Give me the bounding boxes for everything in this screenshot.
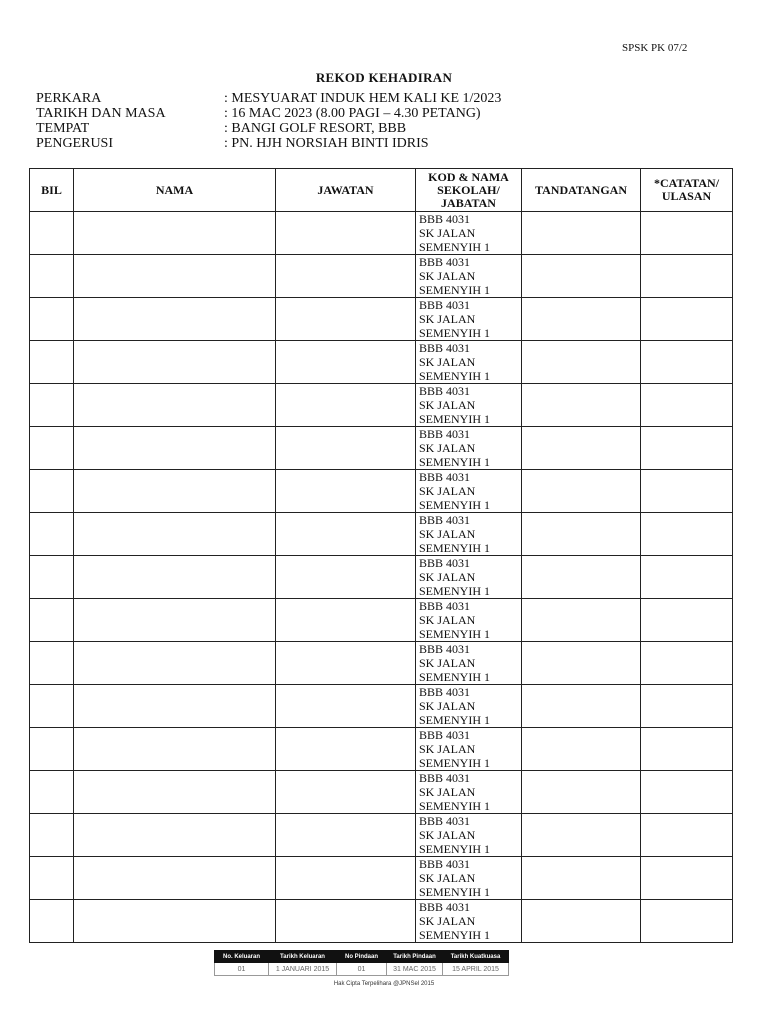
jawatan-cell (276, 599, 416, 642)
catatan-cell (641, 513, 733, 556)
catatan-cell (641, 599, 733, 642)
kod-line: SK JALAN (419, 613, 476, 627)
kod-line: BBB 4031 (419, 341, 471, 355)
nama-cell (74, 685, 276, 728)
meeting-details (36, 91, 501, 151)
jawatan-cell (276, 212, 416, 255)
copyright-notice: Hak Cipta Terpelihara @JPNSel 2015 (333, 981, 435, 987)
meta-label: PENGERUSI (36, 136, 114, 151)
kod-cell (416, 599, 522, 642)
jawatan-cell (276, 341, 416, 384)
nama-cell (74, 384, 276, 427)
jawatan-cell (276, 556, 416, 599)
nama-cell (74, 255, 276, 298)
bil-cell (30, 298, 74, 341)
jawatan-cell (276, 814, 416, 857)
kod-cell (416, 857, 522, 900)
kod-line: SK JALAN (419, 570, 476, 584)
bil-cell (30, 255, 74, 298)
header-kod-line: SEKOLAH/ (437, 182, 500, 197)
table-row (30, 556, 733, 599)
kod-cell (416, 470, 522, 513)
kod-line: BBB 4031 (419, 470, 471, 484)
header-catatan (641, 169, 733, 212)
kod-line: SEMENYIH 1 (419, 584, 490, 598)
meta-label: TARIKH DAN MASA (36, 106, 166, 121)
kod-line: SEMENYIH 1 (419, 326, 490, 340)
kod-cell (416, 255, 522, 298)
bil-cell (30, 642, 74, 685)
footer-header-row (215, 951, 509, 963)
footer-header: No Pindaan (337, 951, 387, 963)
footer-value: 1 JANUARI 2015 (269, 963, 337, 976)
kod-line: SEMENYIH 1 (419, 369, 490, 383)
kod-line: SK JALAN (419, 312, 476, 326)
nama-cell (74, 470, 276, 513)
catatan-cell (641, 900, 733, 943)
catatan-cell (641, 728, 733, 771)
kod-cell (416, 298, 522, 341)
kod-line: SK JALAN (419, 828, 476, 842)
kod-cell (416, 427, 522, 470)
kod-line: SEMENYIH 1 (419, 885, 490, 899)
catatan-cell (641, 685, 733, 728)
jawatan-cell (276, 298, 416, 341)
document-control-table (214, 950, 509, 976)
kod-line: SK JALAN (419, 656, 476, 670)
kod-line: SEMENYIH 1 (419, 240, 490, 254)
bil-cell (30, 513, 74, 556)
kod-line: SK JALAN (419, 398, 476, 412)
kod-line: BBB 4031 (419, 642, 471, 656)
table-row (30, 771, 733, 814)
tandatangan-cell (522, 513, 641, 556)
jawatan-cell (276, 642, 416, 685)
footer-value: 01 (215, 963, 269, 976)
tandatangan-cell (522, 556, 641, 599)
table-row (30, 642, 733, 685)
header-nama: NAMA (74, 169, 276, 212)
kod-line: SK JALAN (419, 441, 476, 455)
header-kod-line: KOD & NAMA (428, 169, 509, 184)
table-row (30, 814, 733, 857)
nama-cell (74, 298, 276, 341)
kod-cell (416, 814, 522, 857)
nama-cell (74, 771, 276, 814)
kod-line: SK JALAN (419, 742, 476, 756)
kod-line: SEMENYIH 1 (419, 498, 490, 512)
jawatan-cell (276, 470, 416, 513)
table-row (30, 255, 733, 298)
bil-cell (30, 470, 74, 513)
tandatangan-cell (522, 599, 641, 642)
meta-value: : 16 MAC 2023 (8.00 PAGI – 4.30 PETANG) (224, 106, 481, 121)
kod-line: SEMENYIH 1 (419, 283, 490, 297)
meta-value: : BANGI GOLF RESORT, BBB (224, 121, 407, 136)
kod-line: SK JALAN (419, 871, 476, 885)
kod-line: BBB 4031 (419, 900, 471, 914)
kod-line: BBB 4031 (419, 513, 471, 527)
kod-line: SEMENYIH 1 (419, 928, 490, 942)
kod-line: BBB 4031 (419, 599, 471, 613)
bil-cell (30, 857, 74, 900)
header-catatan-line: ULASAN (661, 189, 712, 203)
nama-cell (74, 857, 276, 900)
nama-cell (74, 341, 276, 384)
page-title: REKOD KEHADIRAN (315, 70, 453, 85)
attendance-rows (30, 212, 733, 943)
bil-cell (30, 384, 74, 427)
nama-cell (74, 513, 276, 556)
meta-label: TEMPAT (36, 121, 90, 136)
table-row (30, 685, 733, 728)
kod-line: SK JALAN (419, 355, 476, 369)
kod-cell (416, 771, 522, 814)
jawatan-cell (276, 255, 416, 298)
kod-cell (416, 384, 522, 427)
kod-line: SK JALAN (419, 226, 476, 240)
kod-cell (416, 212, 522, 255)
kod-line: SK JALAN (419, 785, 476, 799)
header-catatan-line: *CATATAN/ (653, 176, 720, 190)
bil-cell (30, 685, 74, 728)
bil-cell (30, 427, 74, 470)
catatan-cell (641, 470, 733, 513)
bil-cell (30, 728, 74, 771)
kod-line: SEMENYIH 1 (419, 541, 490, 555)
kod-cell (416, 642, 522, 685)
nama-cell (74, 556, 276, 599)
kod-line: BBB 4031 (419, 857, 471, 871)
kod-line: BBB 4031 (419, 427, 471, 441)
kod-line: SEMENYIH 1 (419, 627, 490, 641)
tandatangan-cell (522, 900, 641, 943)
jawatan-cell (276, 427, 416, 470)
bil-cell (30, 599, 74, 642)
nama-cell (74, 599, 276, 642)
catatan-cell (641, 212, 733, 255)
kod-cell (416, 513, 522, 556)
tandatangan-cell (522, 470, 641, 513)
table-row (30, 513, 733, 556)
kod-line: SEMENYIH 1 (419, 842, 490, 856)
table-row (30, 857, 733, 900)
bil-cell (30, 900, 74, 943)
meta-value: : MESYUARAT INDUK HEM KALI KE 1/2023 (224, 91, 502, 106)
jawatan-cell (276, 728, 416, 771)
table-row (30, 728, 733, 771)
table-row (30, 341, 733, 384)
bil-cell (30, 212, 74, 255)
tandatangan-cell (522, 814, 641, 857)
kod-line: SEMENYIH 1 (419, 799, 490, 813)
kod-line: BBB 4031 (419, 771, 471, 785)
jawatan-cell (276, 900, 416, 943)
kod-line: SK JALAN (419, 269, 476, 283)
table-row (30, 470, 733, 513)
kod-cell (416, 900, 522, 943)
nama-cell (74, 642, 276, 685)
kod-line: BBB 4031 (419, 298, 471, 312)
tandatangan-cell (522, 212, 641, 255)
tandatangan-cell (522, 642, 641, 685)
document-reference: SPSK PK 07/2 (622, 42, 688, 54)
table-header-row (30, 169, 733, 212)
kod-line: SEMENYIH 1 (419, 756, 490, 770)
tandatangan-cell (522, 298, 641, 341)
jawatan-cell (276, 771, 416, 814)
catatan-cell (641, 556, 733, 599)
tandatangan-cell (522, 771, 641, 814)
catatan-cell (641, 384, 733, 427)
table-row (30, 212, 733, 255)
jawatan-cell (276, 513, 416, 556)
kod-line: BBB 4031 (419, 814, 471, 828)
kod-line: BBB 4031 (419, 728, 471, 742)
jawatan-cell (276, 384, 416, 427)
kod-line: BBB 4031 (419, 212, 471, 226)
footer-value-row (215, 963, 509, 976)
kod-line: SK JALAN (419, 699, 476, 713)
kod-cell (416, 556, 522, 599)
nama-cell (74, 728, 276, 771)
tandatangan-cell (522, 384, 641, 427)
footer-header: Tarikh Keluaran (269, 951, 337, 963)
catatan-cell (641, 427, 733, 470)
header-kod (416, 169, 522, 212)
meta-row-tempat (36, 121, 501, 136)
tandatangan-cell (522, 255, 641, 298)
catatan-cell (641, 642, 733, 685)
footer-value: 31 MAC 2015 (387, 963, 443, 976)
kod-line: SEMENYIH 1 (419, 412, 490, 426)
tandatangan-cell (522, 427, 641, 470)
footer-value: 01 (337, 963, 387, 976)
meta-row-tarikh (36, 106, 501, 121)
footer-header: Tarikh Kuatkuasa (443, 951, 509, 963)
table-row (30, 900, 733, 943)
tandatangan-cell (522, 728, 641, 771)
tandatangan-cell (522, 857, 641, 900)
table-row (30, 384, 733, 427)
kod-line: BBB 4031 (419, 255, 471, 269)
kod-line: BBB 4031 (419, 556, 471, 570)
bil-cell (30, 814, 74, 857)
nama-cell (74, 900, 276, 943)
bil-cell (30, 771, 74, 814)
kod-cell (416, 685, 522, 728)
meta-row-perkara (36, 91, 501, 106)
kod-line: BBB 4031 (419, 384, 471, 398)
jawatan-cell (276, 857, 416, 900)
jawatan-cell (276, 685, 416, 728)
kod-line: BBB 4031 (419, 685, 471, 699)
footer-value: 15 APRIL 2015 (443, 963, 509, 976)
table-row (30, 427, 733, 470)
bil-cell (30, 341, 74, 384)
kod-line: SEMENYIH 1 (419, 670, 490, 684)
kod-line: SK JALAN (419, 527, 476, 541)
table-row (30, 599, 733, 642)
kod-cell (416, 341, 522, 384)
nama-cell (74, 814, 276, 857)
nama-cell (74, 427, 276, 470)
table-row (30, 298, 733, 341)
footer-header: Tarikh Pindaan (387, 951, 443, 963)
bil-cell (30, 556, 74, 599)
meta-row-pengerusi (36, 136, 501, 151)
header-bil: BIL (30, 169, 74, 212)
attendance-table (29, 168, 733, 943)
tandatangan-cell (522, 341, 641, 384)
kod-line: SEMENYIH 1 (419, 455, 490, 469)
nama-cell (74, 212, 276, 255)
catatan-cell (641, 771, 733, 814)
footer-header: No. Keluaran (215, 951, 269, 963)
catatan-cell (641, 341, 733, 384)
kod-line: SK JALAN (419, 484, 476, 498)
catatan-cell (641, 298, 733, 341)
catatan-cell (641, 857, 733, 900)
meta-label: PERKARA (36, 91, 102, 106)
catatan-cell (641, 255, 733, 298)
tandatangan-cell (522, 685, 641, 728)
header-kod-line: JABATAN (441, 195, 496, 210)
kod-line: SK JALAN (419, 914, 476, 928)
header-tandatangan: TANDATANGAN (522, 169, 641, 212)
meta-value: : PN. HJH NORSIAH BINTI IDRIS (224, 136, 429, 151)
kod-line: SEMENYIH 1 (419, 713, 490, 727)
catatan-cell (641, 814, 733, 857)
header-jawatan: JAWATAN (276, 169, 416, 212)
kod-cell (416, 728, 522, 771)
